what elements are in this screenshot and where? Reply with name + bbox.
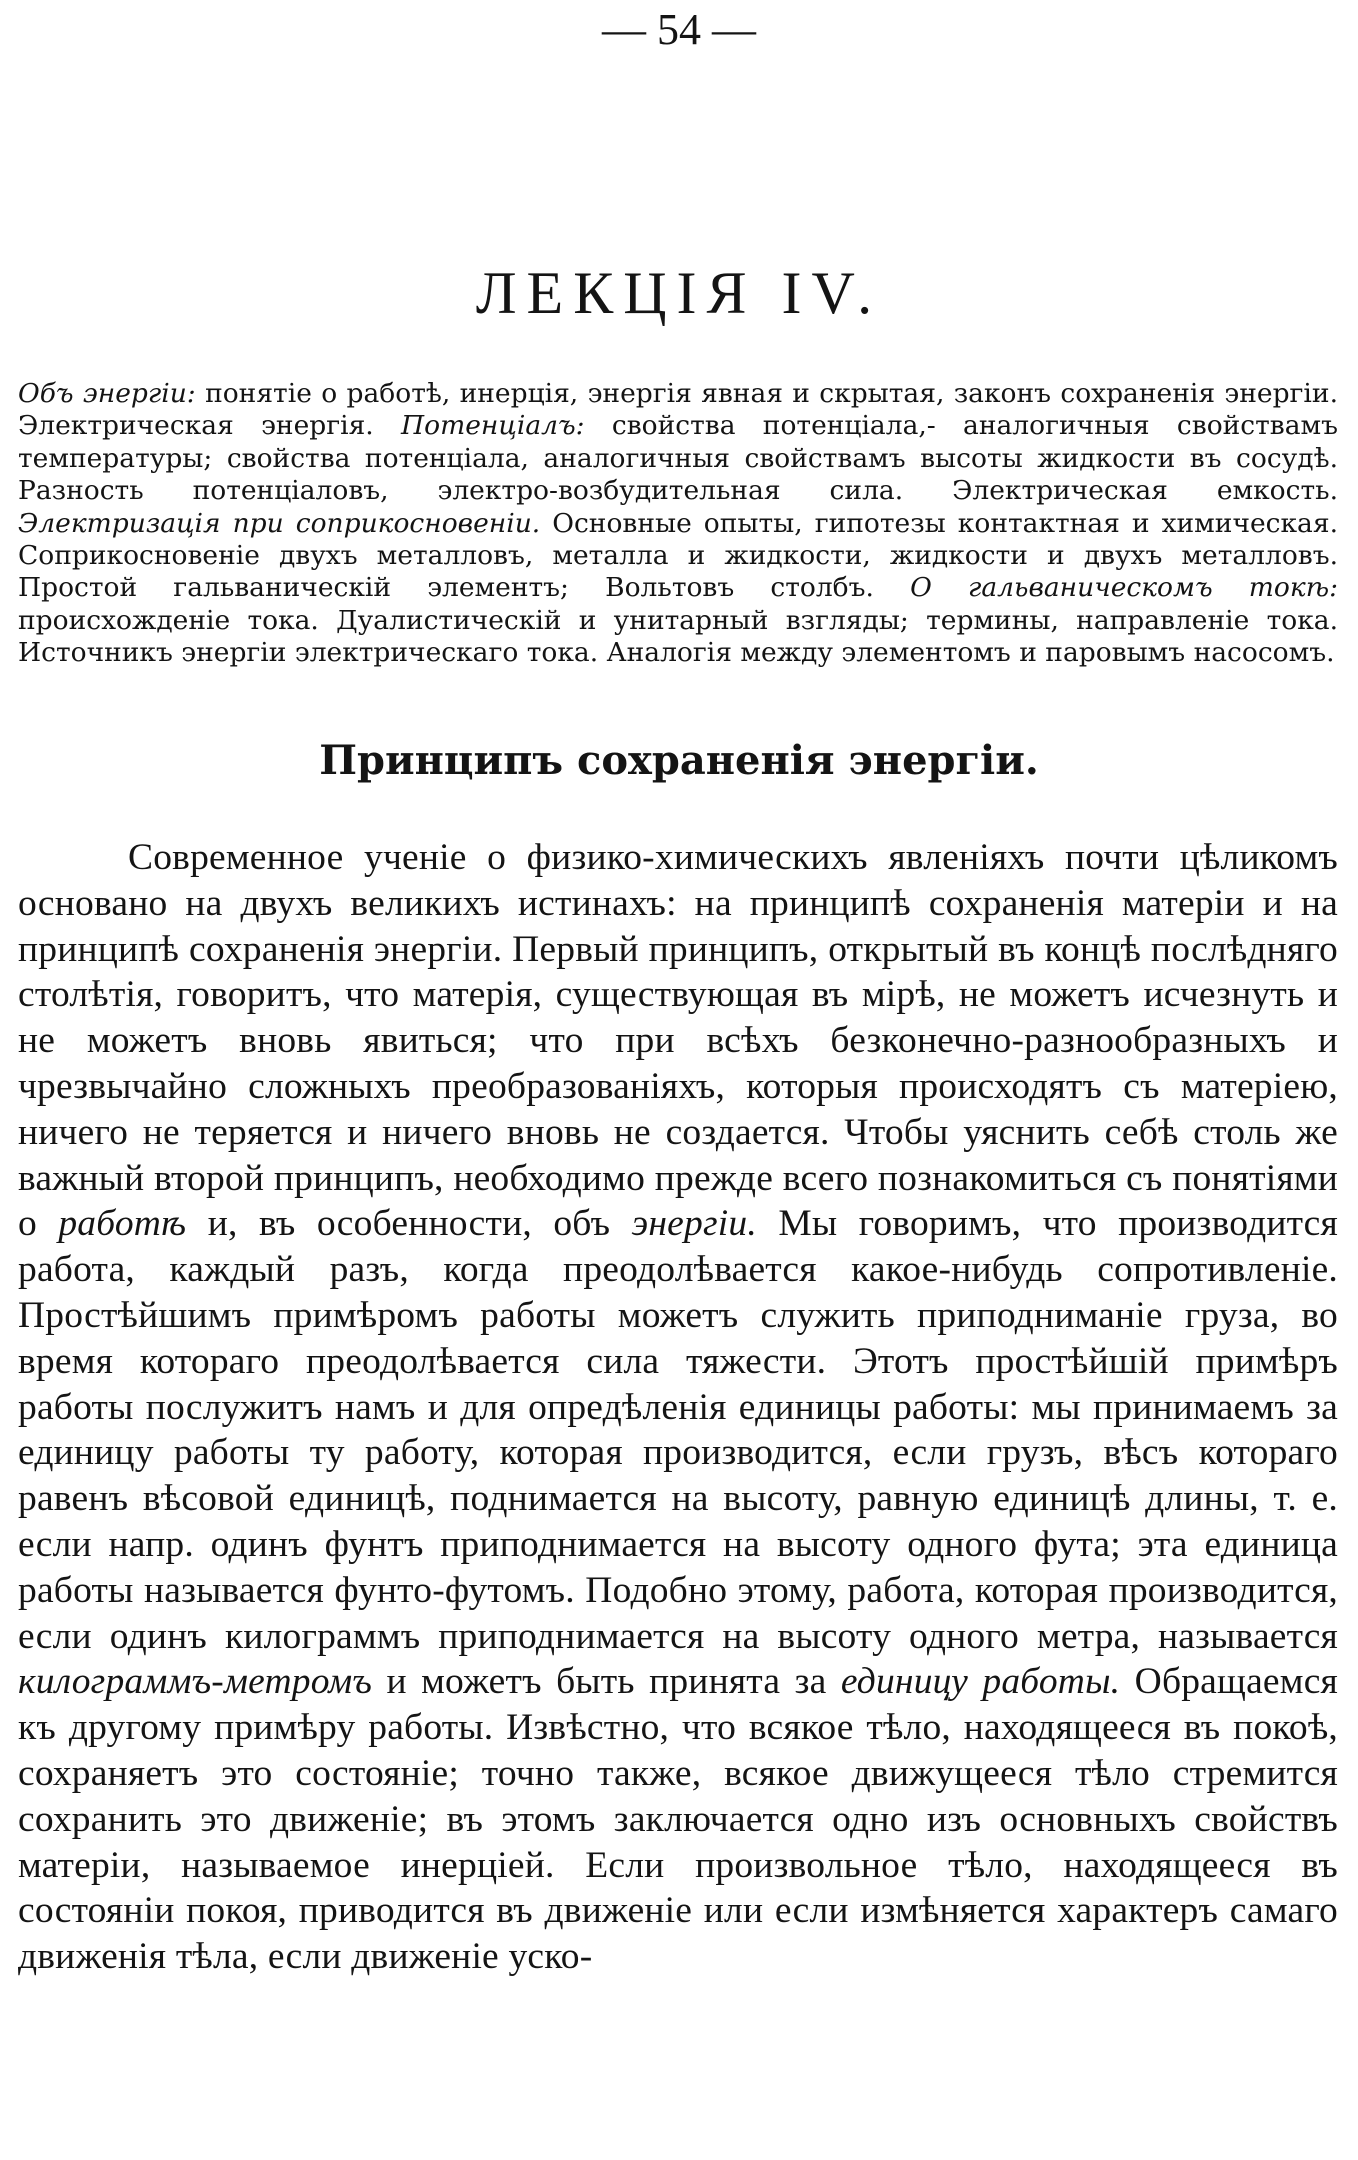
body-text-3: Мы говоримъ, что производится работа, каждый разъ, когда преодолѣвается какое-нибудь сопротивленіе. Простѣйшимъ примѣромъ работы можетъ служить приподниманіе груза, во время котораго преодолѣвается сила тяжести. Этотъ простѣйшій примѣръ работы послужитъ намъ и для опредѣленія единицы работы: мы принимаемъ за единицу работы ту работу, которая производится, если грузъ, вѣсъ котораго равенъ вѣсовой единицѣ, поднимается на высоту, равную единицѣ длины, т. е. если напр. одинъ фунтъ приподнимается на высоту одного фута; эта единица работы называется фунто-футомъ. Подобно этому, работа, которая производится, если одинъ килограммъ приподнимается на высоту одного метра, называется bbox=[18, 1203, 1338, 1657]
body-text-5: Обращаемся къ другому примѣру работы. Извѣстно, что всякое тѣло, находящееся въ покоѣ, сохраняетъ это состояніе; точно также, всякое движущееся тѣло стремится сохранить это движеніе; въ этомъ заключается одно изъ основныхъ свойствъ матеріи, называемое инерціей. Если произвольное тѣло, находящееся въ состояніи покоя, приводится въ движеніе или если измѣняется характеръ самаго движенія тѣла, если движеніе уско- bbox=[18, 1661, 1339, 1978]
body-text-1: Современное ученіе о физико-химическихъ явленіяхъ почти цѣликомъ основано на двухъ великихъ истинахъ: на принципѣ сохраненія матеріи и на принципѣ сохраненія энергіи. Первый принципъ, открытый въ концѣ послѣдняго столѣтія, говоритъ, что матерія, существующая въ мірѣ, не можетъ исчезнуть и не можетъ вновь явиться; что при всѣхъ безконечно-разнообразныхъ и чрезвычайно сложныхъ преобразованіяхъ, которыя происходятъ съ матеріею, ничего не теряется и ничего вновь не создается. Чтобы уяснить себѣ столь же важный второй принципъ, необходимо прежде всего познакомиться съ понятіями о bbox=[18, 837, 1338, 1245]
body-work-term: работѣ bbox=[58, 1203, 187, 1245]
book-page bbox=[14, 0, 1344, 2160]
body-text-2: и, въ особенности, объ bbox=[186, 1203, 632, 1245]
summary-contact-term: Электризація при соприкосновеніи. bbox=[18, 507, 541, 539]
summary-text-3: Основные опыты, гипотезы контактная и химическая. Соприкосновеніе двухъ металловъ, металла и жидкости, жидкости и двухъ металловъ. Простой гальваническій элементъ; Вольтовъ столбъ. bbox=[18, 507, 1338, 604]
body-energy-term: энергіи. bbox=[631, 1203, 757, 1245]
lecture-summary bbox=[18, 378, 1338, 670]
summary-potential-term: Потенціалъ: bbox=[401, 410, 585, 442]
section-heading: Принципъ сохраненія энергіи. bbox=[319, 737, 1039, 784]
body-kgm-term: килограммъ-метромъ bbox=[18, 1661, 373, 1703]
body-text-4: и можетъ быть принята за bbox=[372, 1661, 841, 1703]
body-paragraph bbox=[18, 835, 1338, 1980]
body-unit-term: единицу работы. bbox=[840, 1661, 1121, 1703]
summary-current-term: О гальваническомъ токѣ: bbox=[910, 572, 1339, 604]
summary-text-2: свойства потенціала,- аналогичныя свойствамъ температуры; свойства потенціала, аналогичныя свойствамъ высоты жидкости въ сосудѣ. Разность потенціаловъ, электро-возбудительная сила. Электрическая емкость. bbox=[18, 410, 1339, 507]
lecture-title: ЛЕКЦІЯ IV. bbox=[475, 260, 883, 326]
summary-text-4: происхожденіе тока. Дуалистическій и унитарный взгляды; термины, направленіе тока. Источникъ энергіи электрическаго тока. Аналогія между элементомъ и паровымъ насосомъ. bbox=[18, 604, 1338, 669]
page-number: — 54 — bbox=[602, 5, 756, 54]
summary-text-1: понятіе о работѣ, инерція, энергія явная и скрытая, законъ сохраненія энергіи. Электрическая энергія. bbox=[18, 378, 1338, 442]
summary-energy-term: Объ энергіи: bbox=[18, 378, 196, 409]
